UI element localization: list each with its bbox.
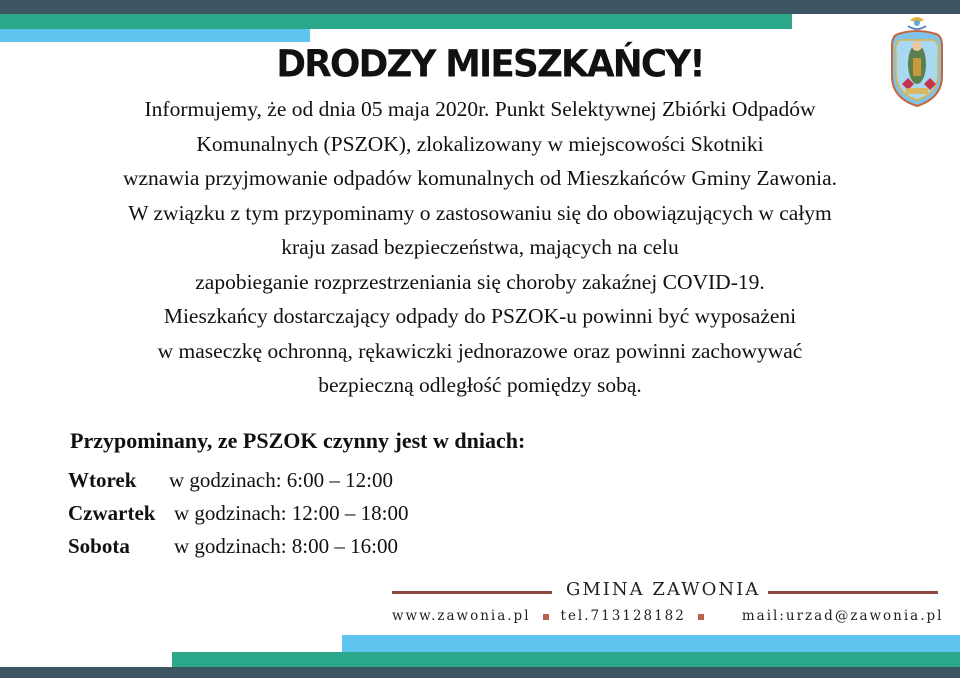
footer-rule-left	[392, 591, 552, 594]
top-teal-stripe	[0, 14, 792, 29]
schedule-day: Wtorek	[68, 468, 137, 492]
announcement-text	[20, 92, 940, 403]
schedule-hours: w godzinach: 12:00 – 18:00	[174, 501, 409, 525]
footer-brand: GMINA ZAWONIA	[566, 579, 761, 600]
schedule-row	[68, 497, 525, 530]
footer-rule-right	[768, 591, 938, 594]
announcement-line: wznawia przyjmowanie odpadów komunalnych od Mieszkańców Gminy Zawonia.	[122, 166, 838, 190]
schedule-day: Sobota	[68, 534, 130, 558]
announcement-line: Mieszkańcy dostarczający odpady do PSZOK-u powinni być wyposażeni	[163, 304, 797, 328]
schedule-day: Czwartek	[68, 501, 156, 525]
announcement-line: W związku z tym przypominamy o zastosowaniu się do obowiązujących w całym	[128, 200, 832, 225]
separator-square-icon	[543, 614, 549, 620]
announcement-line: Komunalnych (PSZOK), zlokalizowany w miejscowości Skotniki	[196, 131, 764, 156]
top-dark-stripe	[0, 0, 960, 14]
schedule-hours: w godzinach: 6:00 – 12:00	[169, 468, 393, 492]
contact-row	[392, 608, 952, 624]
announcement-line: w maseczkę ochronną, rękawiczki jednorazowe oraz powinni zachowywać	[157, 338, 803, 363]
page-title: DRODZY MIESZKAŃCY!	[276, 42, 704, 87]
website-link[interactable]: www.zawonia.pl	[392, 608, 531, 624]
schedule-heading: Przypominany, ze PSZOK czynny jest w dniach:	[70, 428, 526, 453]
schedule-row	[68, 530, 525, 563]
separator-square-icon	[698, 614, 704, 620]
bottom-sky-stripe	[342, 635, 960, 652]
opening-hours	[68, 428, 525, 563]
announcement-line: kraju zasad bezpieczeństwa, mających na celu	[281, 235, 679, 259]
top-sky-stripe	[0, 29, 310, 42]
bottom-dark-stripe	[0, 667, 960, 678]
announcement-line: zapobieganie rozprzestrzeniania się choroby zakaźnej COVID-19.	[195, 269, 765, 294]
email-link[interactable]: mail:urzad@zawonia.pl	[741, 608, 944, 624]
announcement-line: bezpieczną odległość pomiędzy sobą.	[318, 373, 642, 397]
phone-number[interactable]: tel.713128182	[560, 608, 686, 624]
bottom-teal-stripe	[172, 652, 960, 667]
announcement-line: Informujemy, że od dnia 05 maja 2020r. Punkt Selektywnej Zbiórki Odpadów	[144, 97, 816, 121]
schedule-row	[68, 464, 525, 497]
schedule-hours: w godzinach: 8:00 – 16:00	[174, 534, 398, 558]
